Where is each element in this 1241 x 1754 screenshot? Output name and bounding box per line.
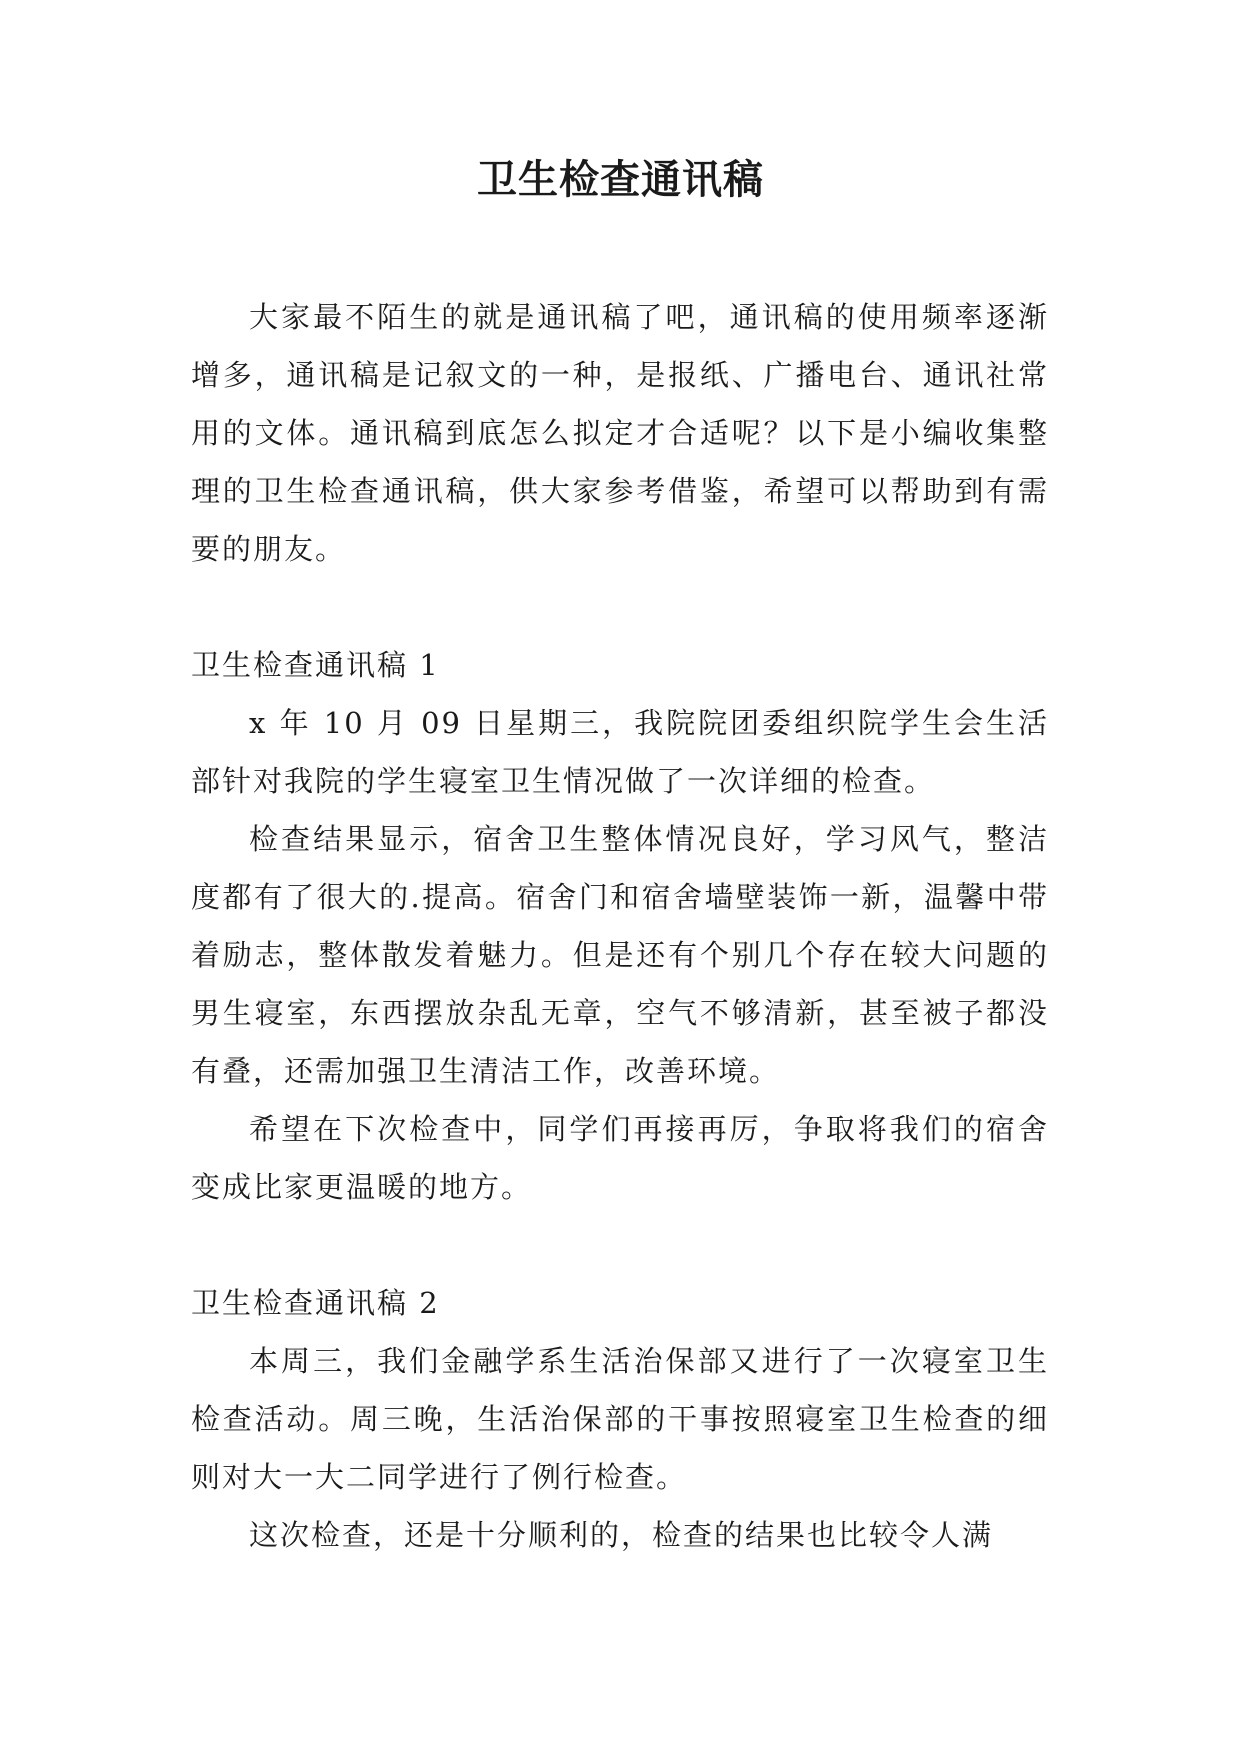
document-title: 卫生检查通讯稿 (477, 156, 764, 203)
section-spacer (191, 1216, 1049, 1274)
section-spacer (191, 578, 1049, 636)
section-1-paragraph-2: 检查结果显示，宿舍卫生整体情况良好，学习风气，整洁度都有了很大的.提高。宿舍门和宿舍墙壁装饰一新，温馨中带着励志，整体散发着魅力。但是还有个别几个存在较大问题的男生寝室，东西摆放杂乱无章，空气不够清新，甚至被子都没有叠，还需加强卫生清洁工作，改善环境。 (191, 822, 1049, 1088)
section-2-paragraph-2: 这次检查，还是十分顺利的，检查的结果也比较令人满 (249, 1518, 994, 1552)
section-2-paragraph-1: 本周三，我们金融学系生活治保部又进行了一次寝室卫生检查活动。周三晚，生活治保部的干事按照寝室卫生检查的细则对大一大二同学进行了例行检查。 (191, 1344, 1049, 1494)
section-heading-2: 卫生检查通讯稿 2 (191, 1286, 440, 1320)
document-body (191, 288, 1049, 1564)
section-1-paragraph-1: x 年 10 月 09 日星期三，我院院团委组织院学生会生活部针对我院的学生寝室卫生情况做了一次详细的检查。 (191, 706, 1049, 798)
section-heading-1: 卫生检查通讯稿 1 (191, 648, 440, 682)
section-1-paragraph-3: 希望在下次检查中，同学们再接再厉，争取将我们的宿舍变成比家更温暖的地方。 (191, 1112, 1049, 1204)
intro-paragraph: 大家最不陌生的就是通讯稿了吧，通讯稿的使用频率逐渐增多，通讯稿是记叙文的一种，是报纸、广播电台、通讯社常用的文体。通讯稿到底怎么拟定才合适呢？以下是小编收集整理的卫生检查通讯稿，供大家参考借鉴，希望可以帮助到有需要的朋友。 (191, 300, 1049, 566)
